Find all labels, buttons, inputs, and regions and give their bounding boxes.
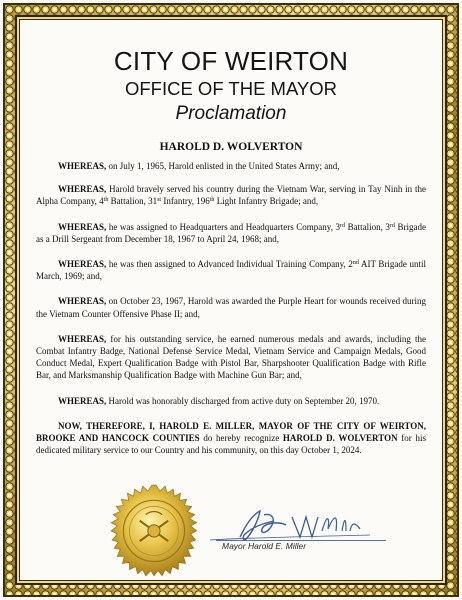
document-type: Proclamation	[175, 103, 287, 124]
proclamation-body	[26, 22, 436, 578]
city-title: CITY OF WEIRTON	[113, 46, 349, 76]
mayor-signature-icon	[200, 507, 380, 543]
whereas-vietnam-service: WHEREAS, Harold bravely served his country during the Vietnam War, serving in Tay Ninh in the Alpha Company, 4th Battalion, 31st Infantry, 196th Light Infantry Brigade; and,	[36, 184, 426, 207]
office-title: OFFICE OF THE MAYOR	[124, 78, 338, 99]
whereas-enlisted: WHEREAS, on July 1, 1965, Harold enlisted in the United States Army; and,	[58, 161, 340, 171]
whereas-ait-brigade: WHEREAS, he was then assigned to Advanced Individual Training Company, 2nd AIT Brigade until March, 1969; and,	[36, 259, 427, 282]
honoree-name: HAROLD D. WOLVERTON	[159, 141, 303, 153]
whereas-discharge: WHEREAS, Harold was honorably discharged from active duty on September 20, 1970.	[58, 395, 380, 406]
gold-seal-icon	[105, 484, 207, 586]
whereas-drill-sergeant: WHEREAS, he was assigned to Headquarters and Headquarters Company, 3rd Battalion, 3rd Brigade as a Drill Sergeant from December 18, 1967 to April 24, 1968; and,	[36, 221, 426, 244]
whereas-medals: WHEREAS, for his outstanding service, he earned numerous medals and awards, including the Combat Infantry Badge, National Defense Service Medal, Vietnam Service and Campaign Medals, Good Conduct Medal, Expert Qualification Badge with Pistol Bar, Sharpshooter Qualification Badge with Rifle Bar, and Marksmanship Qualification Badge with Machine Gun Bar; and,	[36, 333, 426, 381]
whereas-purple-heart: WHEREAS, on October 23, 1967, Harold was awarded the Purple Heart for wounds received during the Vietnam Counter Offensive Phase II; and,	[36, 296, 426, 319]
now-therefore-resolution: NOW, THEREFORE, I, HAROLD E. MILLER, MAYOR OF THE CITY OF WEIRTON, BROOKE AND HANCOCK COUNTIES do hereby recognize HAROLD D. WOLVERTON for his dedicated military service to our Country and his community, on this day October 1, 2024.	[36, 420, 426, 456]
signature-caption: Mayor Harold E. Miller	[222, 541, 307, 551]
